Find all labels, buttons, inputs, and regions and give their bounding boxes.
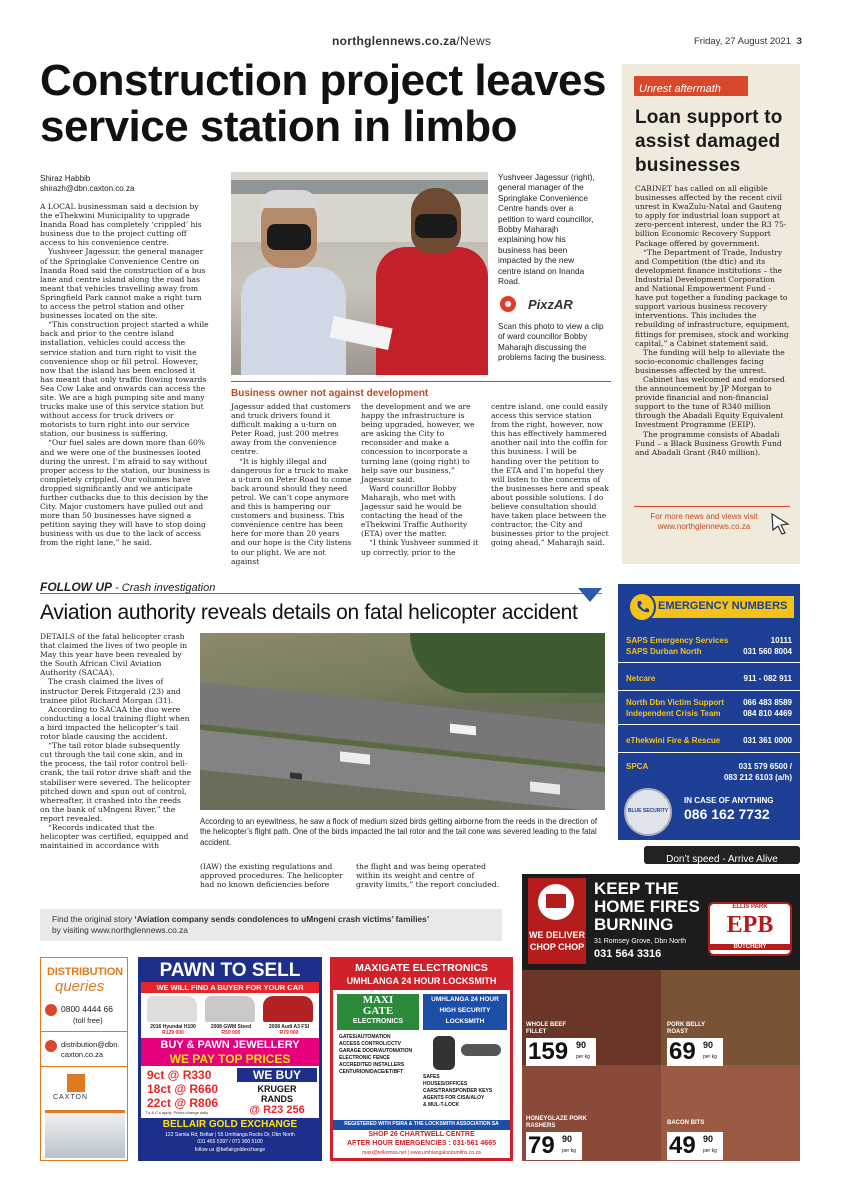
pawn-phones[interactable]: 031 465 5397 / 071 900 5100 — [197, 1139, 263, 1145]
price-value: 69 — [669, 1038, 696, 1065]
butchery-ad[interactable] — [522, 874, 800, 1161]
deliver-text-1: WE DELIVER — [528, 930, 585, 940]
price-value: 159 — [528, 1038, 569, 1065]
byline-email[interactable]: shirazh@dbn.caxton.co.za — [40, 184, 135, 193]
price-value: 79 — [528, 1132, 555, 1159]
emergency-divider — [618, 690, 800, 691]
sidebar-paragraph: Cabinet has welcomed and endorsed the announcement by JP Morgan to provide financial and non-financial support to the tune of R340 million through the Abadali Equity Equivalent Investment Programme (EEIP). — [635, 374, 785, 430]
maxigate-reg: REGISTERED WITH PSIRA & THE LOCKSMITH ASSOCIATION SA — [344, 1121, 499, 1127]
page-header — [0, 32, 842, 48]
pawn-banner: WE WILL FIND A BUYER FOR YOUR CAR — [156, 983, 304, 992]
emergency-row — [626, 698, 792, 707]
header-site[interactable] — [332, 34, 491, 48]
main-headline — [40, 58, 610, 150]
maxigate-emergency[interactable]: AFTER HOUR EMERGENCIES : 031-561 4665 — [347, 1140, 496, 1147]
subhead-text: Business owner not against development — [231, 388, 429, 399]
price-item-name: BACON BITS — [667, 1120, 705, 1126]
maxigate-service: ACCREDITED INSTALLERS — [339, 1062, 405, 1068]
pawn-buy-1: BUY & PAWN JEWELLERY — [160, 1039, 300, 1051]
find-original-box[interactable] — [40, 909, 502, 941]
price-item-name: PORK BELLY ROAST — [667, 1022, 706, 1035]
emergency-title: EMERGENCY NUMBERS — [658, 600, 788, 612]
sidebar-more[interactable] — [634, 512, 774, 532]
price-item-name: HONEYGLAZE PORK RASHERS — [526, 1116, 587, 1129]
locksmith-service: SAFES — [423, 1074, 440, 1080]
car-price: R50 000 — [221, 1030, 241, 1036]
aerial-photo — [200, 633, 605, 810]
sidebar-paragraph: The funding will help to alleviate the socio-economic challenges facing businesses affected by the unrest. — [635, 347, 785, 375]
car-image — [147, 996, 197, 1022]
emergency-divider — [618, 662, 800, 663]
main-paragraph: centre island, one could easily access this service station from the right, however, now this has effectively hammered another nail into the coffin for this business. I will be handing over the petition to the ETA and I’m hopeful they will listen to the concerns of the businesses here and speak about possible solutions. I do believe consultation should have taken place between the contractor, the City and businesses prior to the project going ahead,” Maharajh said. — [491, 402, 609, 548]
emergency-row — [626, 647, 792, 656]
followup-paragraph: “The tail rotor blade subsequently cut through the tail cone skin, and in the process, the tail rotor control bell-crank, the tail rotor drive shaft and the stabiliser were severed. The helicopter pitched down and spun out of control, whereafter, it crashed into the reeds on the bank of uMngeni River,” the report revealed. — [40, 741, 192, 823]
emergency-row-number[interactable]: 911 - 082 911 — [743, 674, 792, 683]
followup-label-main: FOLLOW UP — [40, 580, 112, 594]
price-unit: per kg — [562, 1148, 576, 1154]
locksmith-service: AGENTS FOR CISA/ALOY — [423, 1095, 485, 1101]
emergency-divider — [618, 752, 800, 753]
caxton-logo-text: CAXTON — [53, 1094, 89, 1101]
distribution-box — [40, 957, 128, 1161]
maxigate-logo-3: ELECTRONICS — [352, 1018, 404, 1025]
emergency-row-number[interactable]: 066 483 8589 — [743, 698, 792, 707]
aerial-photo-caption: According to an eyewitness, he saw a flock of medium sized birds getting airborne from the reeds in the direction of the helicopter’s flight path. One of the birds impacted the tail rotor and the tail cone was severed leading to the fatal accident. — [200, 817, 597, 847]
emergency-row — [626, 736, 792, 745]
locksmith-box-1: UMHLANGA 24 HOUR — [431, 996, 499, 1003]
price-cents: 90 — [703, 1134, 714, 1144]
site-name[interactable]: northglennews.co.za — [332, 34, 457, 48]
cleaver-icon-blade — [546, 894, 566, 908]
car-image — [263, 996, 313, 1022]
sidebar-tag — [634, 76, 748, 96]
locksmith-service: CARS/TRANSPONDER KEYS — [423, 1088, 493, 1094]
emergency-row-name: SAPS Durban North — [626, 647, 702, 656]
emergency-row-number[interactable]: 10111 — [770, 636, 792, 645]
pixzar-text: Scan this photo to view a clip of ward councillor Bobby Maharajh discussing the problems facing the business. — [498, 322, 607, 363]
sidebar-body — [635, 184, 790, 457]
find-pre: Find the original story — [52, 914, 135, 924]
riverbank-trees — [410, 633, 605, 693]
main-paragraph: Yushveer Jagessur, the general manager of the Springlake Convenience Centre on Inanda Road said the construction of a bus lane and centre island along the road has meant that vehicles travelling away from Springfield Park cannot make a right turn to access the petrol station and other businesses located on the site. — [40, 247, 206, 321]
find-title[interactable]: ‘Aviation company sends condolences to uMngeni crash victims’ families’ — [134, 914, 430, 924]
maxigate-title-2: UMHLANGA 24 HOUR LOCKSMITH — [346, 976, 497, 986]
pawn-buy-2: WE PAY TOP PRICES — [169, 1052, 291, 1066]
followup-headline: Aviation authority reveals details on fatal helicopter accident — [40, 601, 578, 624]
price-cents: 90 — [703, 1040, 714, 1050]
blue-security-logo-text: BLUE SECURITY — [627, 808, 669, 814]
maxigate-logo-1: MAXI — [362, 994, 394, 1006]
epb-logo-main: EPB — [726, 912, 774, 938]
remote-key-icon — [433, 1036, 455, 1070]
emergency-row-name: eThekwini Fire & Rescue — [626, 736, 721, 745]
butchery-address: 31 Romsey Grove, Dbn North — [594, 938, 687, 945]
maxigate-ad[interactable] — [330, 957, 513, 1161]
locksmith-service: HOUSES/OFFICES — [423, 1081, 468, 1087]
followup-paragraph: DETAILS of the fatal helicopter crash that claimed the lives of two people in May this year have been revealed by the South African Civil Aviation Authority (SACAA). — [40, 632, 188, 678]
distribution-title-1: DISTRIBUTION — [47, 966, 123, 978]
main-subhead — [231, 381, 611, 399]
find-post[interactable]: by visiting www.northglennews.co.za — [52, 925, 188, 935]
pawn-social[interactable]: follow us @bellairgoldexchange — [194, 1147, 266, 1153]
main-paragraph: “It is highly illegal and dangerous for a truck to make a u-turn on Peter Road to come back around should they need petrol. We can’t cope anymore and this is hampering our customers and business. This convenience centre has been here for more than 20 years and our hope is the City listens to our plight. We are not against — [231, 456, 352, 566]
followup-paragraph: According to SACAA the duo were conducting a local training flight when a bird impacted the helicopter’s tail rotor blade causing the accident. — [40, 704, 190, 742]
epb-logo-sub: BUTCHERY — [708, 944, 792, 950]
kruger-2: RANDS — [260, 1094, 293, 1104]
newspaper-bundle — [45, 1110, 125, 1158]
price-unit: per kg — [703, 1054, 717, 1060]
man-left-body — [241, 267, 346, 375]
followup-col-1 — [40, 632, 192, 850]
distribution-divider — [41, 1031, 127, 1032]
followup-label — [40, 578, 602, 594]
gold-price: 22ct @ R806 — [147, 1096, 219, 1110]
emergency-row — [626, 636, 792, 645]
maxigate-shop: SHOP 26 CHARTWELL CENTRE — [368, 1131, 475, 1138]
emergency-row-name: SPCA — [626, 762, 649, 771]
man-right-mask — [415, 214, 457, 238]
pixzar-icon-dot — [505, 301, 511, 307]
pawn-ad[interactable] — [138, 957, 322, 1161]
epb-logo-top: ELLIS PARK — [732, 904, 768, 910]
car-label: 2008 GWM Steed — [210, 1024, 252, 1030]
sidebar-more-link[interactable]: www.northglennews.co.za — [657, 522, 751, 531]
kruger-price: @ R23 256 — [249, 1104, 305, 1116]
main-paragraph: the development and we are happy the infrastructure is being upgraded, however, we are asking the City to reconsider and make a concession to incorporate a turning lane (going right) to help save our business,” Jagessur said. — [361, 402, 475, 484]
gold-price: 18ct @ R660 — [147, 1082, 219, 1096]
maxigate-service: CENTURION/DACE/ET/BFT — [339, 1069, 404, 1075]
main-headline-line-1: Construction project leaves — [40, 56, 606, 105]
main-paragraph: “Our fuel sales are down more than 60% and we were one of the businesses looted during the unrest. I’m afraid to say without proper access to the station, our business is completely crippled. Our volumes have dropped significantly and we anticipate further cutbacks due to this decision by the City. Major customers have pulled out and more than 50 businesses have signed a petition saying they will have to stop doing business with us due to the lack of access from the right lane,” he said. — [40, 438, 210, 548]
sidebar-divider — [634, 506, 790, 507]
emergency-row — [626, 709, 792, 718]
emergency-row-name: Independent Crisis Team — [626, 709, 721, 718]
arrive-alive-strip — [644, 846, 800, 864]
maxigate-title-1: MAXIGATE ELECTRONICS — [355, 962, 488, 974]
caxton-logo — [67, 1074, 85, 1092]
pawn-shop-name: BELLAIR GOLD EXCHANGE — [162, 1119, 298, 1130]
pawn-title: PAWN TO SELL — [159, 960, 301, 981]
price-unit: per kg — [576, 1054, 590, 1060]
main-headline-line-2: service station in limbo — [40, 102, 518, 151]
emergency-row-name: North Dbn Victim Support — [626, 698, 725, 707]
pawn-address: 122 Sarnia Rd, Bellair | 55 Umhlanga Rocks Dr, Dbn North — [165, 1132, 295, 1138]
man-right-body — [376, 247, 488, 375]
price-unit: per kg — [703, 1148, 717, 1154]
emergency-row-name: Netcare — [626, 674, 656, 683]
butchery-title-1: KEEP THE — [594, 879, 679, 898]
followup-label-sub: - Crash investigation — [112, 582, 216, 594]
main-story-col-4 — [491, 402, 609, 548]
followup-col-3: the flight and was being operated within its weight and centre of gravity limits,” the report concluded. — [356, 862, 500, 890]
butchery-phone[interactable]: 031 564 3316 — [594, 948, 662, 960]
main-paragraph: “I think Yushveer summed it up correctly, prior to the — [361, 538, 479, 557]
main-photo-caption: Yushveer Jagessur (right), general manager of the Springlake Convenience Centre hands over a petition to ward councillor, Bobby Maharajh explaining how his business has been impacted by the new centre island on Inanda Road. — [498, 172, 595, 287]
pixzar-logo[interactable] — [498, 296, 598, 312]
main-paragraph: A LOCAL businessman said a decision by the eThekwini Municipality to upgrade Inanda Road has completely ‘crippled’ his business due to the project cutting off access to his convenience centre. — [40, 202, 202, 248]
followup-paragraph: The crash claimed the lives of instructor Derek Fitzgerald (23) and trainee pilot Richard Morgan (31). — [40, 677, 181, 705]
main-paragraph: Jagessur added that customers and truck drivers found it difficult making a u-turn on Peter Road, just 200 metres away from the convenience centre. — [231, 402, 351, 457]
locksmith-box-2: HIGH SECURITY — [439, 1007, 491, 1014]
car-label: 2016 Hyundai H100 — [150, 1024, 196, 1030]
emergency-row-number[interactable]: 031 361 0000 — [743, 736, 792, 745]
arrive-alive-text: Don’t speed - Arrive Alive — [666, 854, 778, 865]
maxigate-logo-2: GATE — [362, 1005, 394, 1017]
deliver-text-2: CHOP CHOP — [529, 942, 585, 952]
main-paragraph: Ward councillor Bobby Maharajh, who met with Jagessur said he would be contacting the head of the eThekwini Traffic Authority (ETA) over the matter. — [361, 483, 468, 539]
phone-icon — [45, 1004, 57, 1016]
emergency-box — [618, 584, 800, 840]
maxigate-web[interactable]: maxi@telkomsa.net | www.umhlangalocksmiths.co.za — [362, 1150, 481, 1156]
car-price: R129 000 — [162, 1030, 184, 1036]
car-image — [205, 996, 255, 1022]
emergency-row-number[interactable]: 083 212 6103 (a/h) — [723, 773, 792, 782]
price-value: 49 — [669, 1132, 696, 1159]
price-cents: 90 — [562, 1134, 573, 1144]
emergency-row-number[interactable]: 031 579 6500 / — [738, 762, 792, 771]
sidebar-tag-text: Unrest aftermath — [639, 83, 721, 95]
email-icon — [45, 1040, 57, 1052]
price-cents: 90 — [576, 1040, 587, 1050]
main-byline — [40, 174, 134, 194]
maxigate-service: GATES/AUTOMATION — [339, 1034, 391, 1040]
main-paragraph: “This construction project started a while back and prior to the centre island installation, vehicles could access the service station and turn right to visit the convenience shop or fill petrol. However, now that the island has been enclosed it has meant that only traffic flowing towards Sea Cow Lake and onwards can access the site. We are a high pumping site and many trucks make use of this service station but without access for truck drivers or motorists to turn right into our service station, our business is suffering. — [40, 320, 209, 439]
maxigate-service: GARAGE DOOR/AUTOMATION — [339, 1048, 413, 1054]
issue-date: Friday, 27 August 2021 — [694, 36, 791, 47]
header-date — [694, 36, 802, 47]
sidebar-headline: Loan support to assist damaged businesses — [635, 107, 783, 176]
locksmith-box-3: LOCKSMITH — [445, 1018, 485, 1025]
followup-paragraph: “Records indicated that the helicopter was certified, equipped and maintained in accordance with — [40, 822, 189, 851]
car-key-icon — [461, 1044, 501, 1056]
distribution-divider — [41, 1066, 127, 1067]
distribution-phone[interactable]: 0800 4444 66 — [61, 1004, 113, 1014]
phone-icon — [635, 599, 651, 615]
page-number: 3 — [796, 36, 802, 47]
car-price: R79 000 — [279, 1030, 299, 1036]
man-left-mask — [267, 224, 311, 250]
locksmith-service: & MUL-T-LOCK — [423, 1102, 460, 1108]
emergency-row — [626, 762, 792, 771]
sidebar-paragraph: The programme consists of Abadali Fund – a Black Business Growth Fund and Abadali Grant (R40 million). — [635, 429, 782, 457]
sidebar-more-line-1: For more news and views visit — [650, 512, 758, 521]
maxigate-service: ACCESS CONTROL/CCTV — [339, 1041, 401, 1047]
emergency-row-number[interactable]: 084 810 4469 — [743, 709, 792, 718]
sidebar-paragraph: “The Department of Trade, Industry and Competition (the dtic) and its development finance institutions – the Industrial Development Corporation and National Empowerment Fund - have put together a funding package to support various business recovery interventions. This includes the rebuilding of infrastructure, equipment, fittings for premises, stock and working capital,” a Cabinet statement said. — [635, 247, 790, 348]
main-photo — [231, 172, 488, 375]
gold-note: T’s & C’s apply. Prices change daily — [145, 1110, 209, 1115]
distribution-email[interactable]: distribution@dbn. caxton.co.za — [61, 1040, 120, 1059]
butchery-title-2: HOME FIRES — [594, 897, 700, 916]
followup-col-2: (IAW) the existing regulations and approved procedures. The helicopter had no known deficiencies before — [200, 862, 343, 890]
distribution-title-2: queries — [55, 978, 105, 995]
security-badge-line-1: IN CASE OF ANYTHING — [684, 796, 774, 805]
maxigate-service: ELECTRONIC FENCE — [339, 1055, 390, 1061]
security-badge-line-2[interactable]: 086 162 7732 — [684, 806, 770, 822]
cursor-icon — [770, 512, 792, 536]
distribution-phone-note: (toll free) — [73, 1016, 103, 1025]
emergency-row — [626, 674, 792, 683]
sidebar-box — [622, 64, 800, 564]
main-story-col-1 — [40, 202, 210, 548]
webuy-text: WE BUY — [253, 1068, 301, 1082]
car — [290, 772, 302, 779]
butchery-title-3: BURNING — [594, 915, 674, 934]
emergency-row-number[interactable]: 031 560 8004 — [743, 647, 792, 656]
byline-name: Shiraz Habbib — [40, 174, 91, 183]
main-story-col-3 — [361, 402, 483, 557]
sidebar-paragraph: CABINET has called on all eligible businesses affected by the recent civil unrest in KwaZulu-Natal and Gauteng to apply for industrial loan support at zero-percent interest, under the R3 75-billion Economic Recovery Support Package offered by government. — [635, 184, 787, 248]
gold-price: 9ct @ R330 — [147, 1068, 212, 1082]
kruger-1: KRUGER — [257, 1084, 297, 1094]
car-label: 2008 Audi A3 FSI — [268, 1024, 310, 1030]
man-left-hair — [261, 190, 317, 208]
emergency-divider — [618, 724, 800, 725]
section-name: /News — [456, 34, 492, 48]
main-story-col-2 — [231, 402, 353, 566]
price-item-name: WHOLE BEEF FILLET — [526, 1022, 566, 1035]
emergency-row-name: SAPS Emergency Services — [626, 636, 729, 645]
pixzar-label: PixzAR — [528, 297, 573, 312]
